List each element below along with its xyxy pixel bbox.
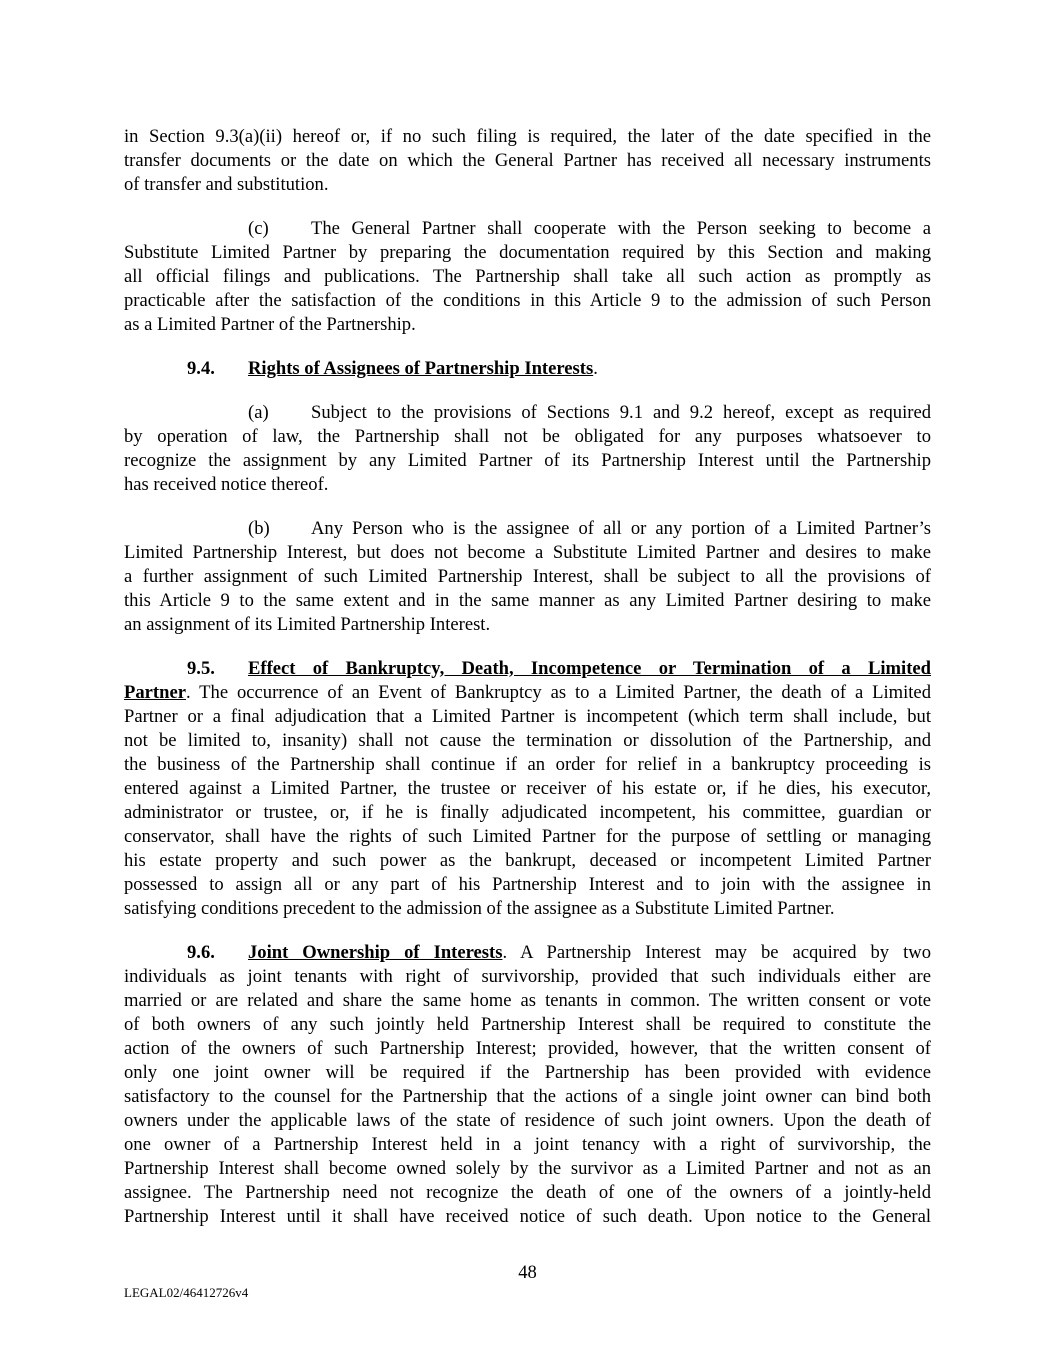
text-line (124, 989, 931, 1013)
paragraph (124, 657, 931, 921)
line-text (311, 217, 931, 241)
paragraph (124, 357, 931, 381)
text-line (124, 241, 931, 265)
line-text: assignee. The Partnership need not recognize the death of one of the owners of a jointly-held (124, 1182, 931, 1203)
text-segment: The General Partner shall cooperate with the Person seeking to become a (311, 218, 931, 239)
line-text: possessed to assign all or any part of his Partnership Interest and to join with the assignee in (124, 874, 931, 895)
text-line (124, 849, 931, 873)
line-text: transfer documents or the date on which the General Partner has received all necessary instruments (124, 150, 931, 171)
line-text: practicable after the satisfaction of the conditions in this Article 9 to the admission of such Person (124, 290, 931, 311)
line-text: administrator or trustee, or, if he is finally adjudicated incompetent, his committee, guardian or (124, 802, 931, 823)
text-line (124, 401, 931, 425)
subsection-label: (a) (248, 402, 269, 423)
line-text: recognize the assignment by any Limited Partner of its Partnership Interest until the Partnership (124, 450, 931, 471)
text-line (124, 357, 931, 381)
document-footer-id: LEGAL02/46412726v4 (124, 1285, 249, 1300)
line-text: by operation of law, the Partnership shall not be obligated for any purposes whatsoever to (124, 426, 931, 447)
text-line (124, 705, 931, 729)
section-number: 9.6. (187, 942, 215, 963)
line-text (311, 517, 931, 541)
text-line (124, 1037, 931, 1061)
line-text: individuals as joint tenants with right of survivorship, provided that such individuals either are (124, 966, 931, 987)
paragraph (124, 401, 931, 497)
text-line (124, 681, 931, 705)
paragraph (124, 941, 931, 1229)
line-text: married or are related and share the same home as tenants in common. The written consent or vote (124, 990, 931, 1011)
line-text (124, 681, 931, 705)
text-line (124, 1013, 931, 1037)
line-text: conservator, shall have the rights of such Limited Partner for the purpose of settling or managing (124, 826, 931, 847)
line-text: one owner of a Partnership Interest held in a joint tenancy with a right of survivorship, the (124, 1134, 931, 1155)
line-text: owners under the applicable laws of the state of residence of such joint owners. Upon the death of (124, 1110, 931, 1131)
text-line (124, 965, 931, 989)
paragraph (124, 517, 931, 637)
subsection-label: (c) (248, 218, 269, 239)
text-line (124, 149, 931, 173)
line-text (248, 657, 931, 681)
line-text (248, 357, 931, 381)
line-text (248, 941, 931, 965)
text-line (124, 613, 931, 637)
line-text: this Article 9 to the same extent and in the same manner as any Limited Partner desiring to make (124, 590, 931, 611)
line-text: an assignment of its Limited Partnership Interest. (124, 614, 491, 635)
text-line (124, 289, 931, 313)
text-line (124, 173, 931, 197)
text-line (124, 541, 931, 565)
line-text: the business of the Partnership shall continue if an order for relief in a bankruptcy proceeding is (124, 754, 931, 775)
line-text: action of the owners of such Partnership Interest; provided, however, that the written consent of (124, 1038, 931, 1059)
text-line (124, 425, 931, 449)
text-line (124, 449, 931, 473)
section-title: Joint Ownership of Interests (248, 942, 503, 963)
line-text: entered against a Limited Partner, the trustee or receiver of his estate or, if he dies, his executor, (124, 778, 931, 799)
text-line (124, 217, 931, 241)
line-text: all official filings and publications. The Partnership shall take all such action as promptly as (124, 266, 931, 287)
text-line (124, 473, 931, 497)
text-segment: Subject to the provisions of Sections 9.1 and 9.2 hereof, except as required (311, 402, 931, 423)
text-line (124, 1109, 931, 1133)
line-text: Partner or a final adjudication that a Limited Partner is incompetent (which term shall include, but (124, 706, 931, 727)
text-line (124, 1181, 931, 1205)
text-line (124, 777, 931, 801)
text-line (124, 517, 931, 541)
text-line (124, 873, 931, 897)
text-segment: . The occurrence of an Event of Bankruptcy as to a Limited Partner, the death of a Limited (185, 682, 931, 703)
text-line (124, 1133, 931, 1157)
document-body (124, 125, 931, 1249)
subsection-label: (b) (248, 518, 270, 539)
line-text: in Section 9.3(a)(ii) hereof or, if no such filing is required, the later of the date specified in the (124, 126, 931, 147)
line-text: Limited Partnership Interest, but does not become a Substitute Limited Partner and desires to make (124, 542, 931, 563)
text-line (124, 1061, 931, 1085)
text-line (124, 125, 931, 149)
text-line (124, 729, 931, 753)
line-text: Partnership Interest shall become owned solely by the survivor as a Limited Partner and not as an (124, 1158, 931, 1179)
text-line (124, 1205, 931, 1229)
line-text (311, 401, 931, 425)
section-title: Partner (124, 682, 186, 703)
text-line (124, 265, 931, 289)
line-text: Partnership Interest until it shall have received notice of such death. Upon notice to the General (124, 1206, 931, 1227)
line-text: satisfying conditions precedent to the admission of the assignee as a Substitute Limited Partner. (124, 898, 835, 919)
text-line (124, 825, 931, 849)
text-line (124, 589, 931, 613)
text-line (124, 565, 931, 589)
line-text: has received notice thereof. (124, 474, 329, 495)
text-segment: Any Person who is the assignee of all or any portion of a Limited Partner’s (311, 518, 931, 539)
paragraph (124, 217, 931, 337)
line-text: not be limited to, insanity) shall not cause the termination or dissolution of the Partnership, and (124, 730, 931, 751)
line-text: of transfer and substitution. (124, 174, 329, 195)
section-title: Rights of Assignees of Partnership Interests (248, 358, 594, 379)
text-segment: . A Partnership Interest may be acquired by two (502, 942, 931, 963)
line-text: satisfactory to the counsel for the Partnership that the actions of a single joint owner can bind both (124, 1086, 931, 1107)
line-text: Substitute Limited Partner by preparing the documentation required by this Section and making (124, 242, 931, 263)
text-line (124, 897, 931, 921)
text-line (124, 657, 931, 681)
text-line (124, 753, 931, 777)
section-number: 9.4. (187, 358, 215, 379)
line-text: of both owners of any such jointly held Partnership Interest shall be required to constitute the (124, 1014, 931, 1035)
section-number: 9.5. (187, 658, 215, 679)
text-line (124, 941, 931, 965)
line-text: his estate property and such power as the bankrupt, deceased or incompetent Limited Partner (124, 850, 931, 871)
paragraph (124, 125, 931, 197)
section-title: Effect of Bankruptcy, Death, Incompetence or Termination of a Limited (248, 658, 931, 679)
text-line (124, 801, 931, 825)
text-segment: . (593, 358, 598, 379)
line-text: as a Limited Partner of the Partnership. (124, 314, 416, 335)
text-line (124, 1085, 931, 1109)
text-line (124, 313, 931, 337)
line-text: only one joint owner will be required if the Partnership has been provided with evidence (124, 1062, 931, 1083)
text-line (124, 1157, 931, 1181)
line-text: a further assignment of such Limited Partnership Interest, shall be subject to all the provisions of (124, 566, 931, 587)
page-number: 48 (518, 1262, 537, 1283)
